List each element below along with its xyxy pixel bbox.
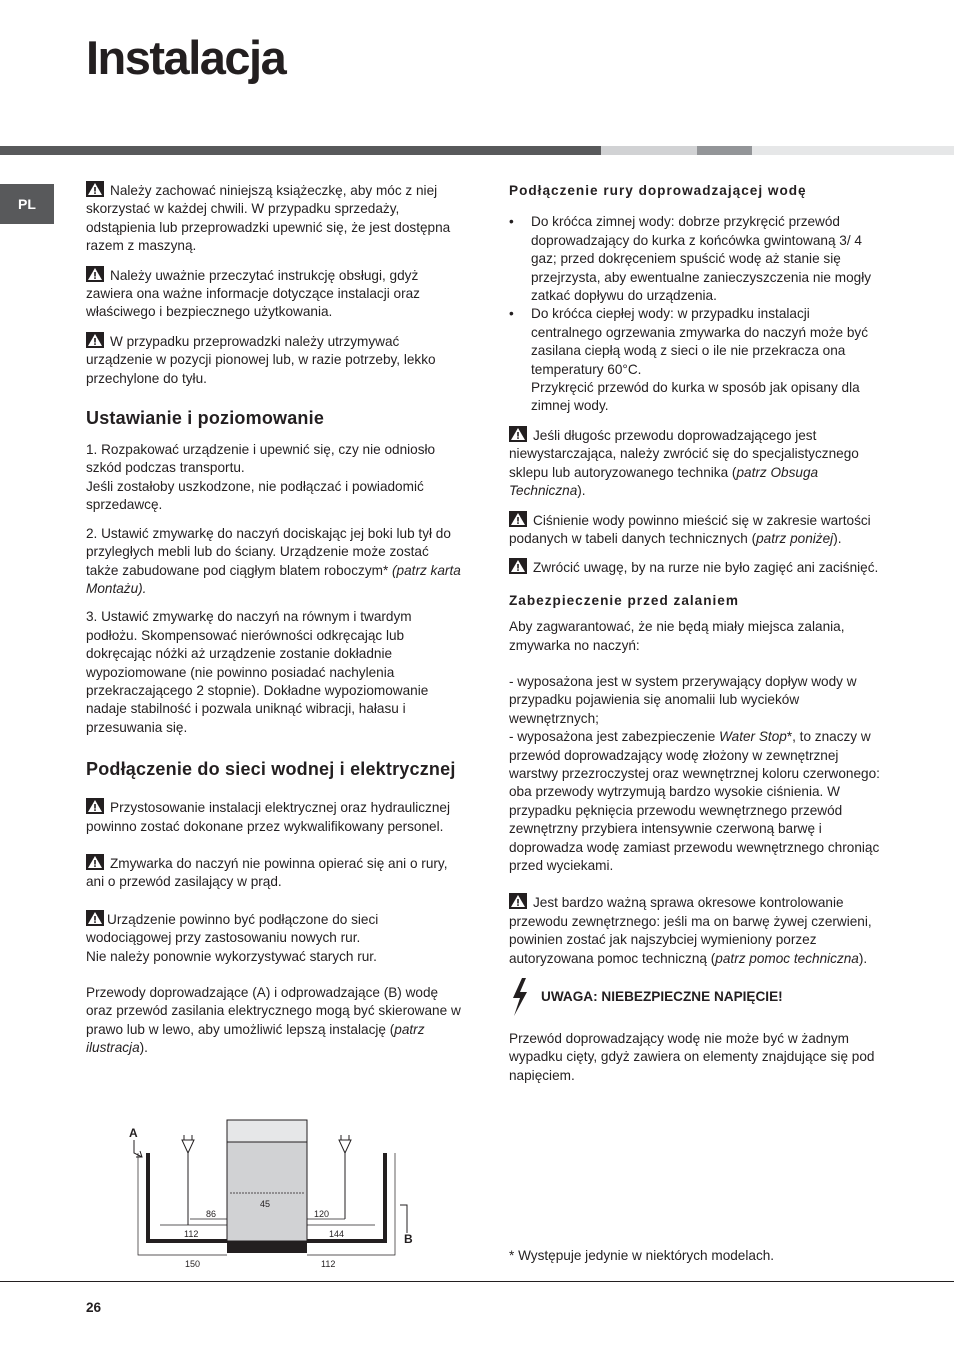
warning-icon [86,798,104,814]
tap-right [339,1135,351,1219]
dimension-label: 112 [184,1229,199,1239]
warning-paragraph: Ciśnienie wody powinno mieścić się w zakresie wartości podanych w tabeli danych technicznych (patrz poniżej). [509,512,871,546]
label-a: A [129,1126,138,1140]
paragraph: Aby zagwarantować, że nie będą miały miejsca zalania, zmywarka no naczyń: [509,619,845,653]
subsection-title-flood: Zabezpieczenie przed zalaniem [509,592,739,608]
list-item: • Do króćca zimnej wody: dobrze przykręcić przewód doprowadzający do kurka z końcówka gwintowaną 3/ 4 gaz; przed dokręceniem spuścić wodę aż stanie się przejrzysta, aby ewentualne zanieczyszczenia nie mogły zatkać dopływu do urządzenia. [509,213,883,305]
right-column [509,182,883,1095]
tap-left [182,1135,194,1225]
warning-icon [509,558,527,574]
warning-paragraph: Należy uważnie przeczytać instrukcję obsługi, gdyż zawiera ona ważne informacje dotyczące instalacji oraz właściwego i bezpiecznego użytkowania. [86,267,420,320]
paragraph: - wyposażona jest w system przerywający dopływ wody w przypadku pojawienia się anomalii lub wycieków wewnętrznych; - wyposażona jest zabezpieczenie Water Stop*, to znaczy w przewód doprowadzający wodę złożony w zewnętrznej warstwy przezroczystej oraz wewnętrznej koloru czerwonego: oba przewody wytrzymują bardzo wysokie ciśnienia. W przypadku pęknięcia przewodu wewnętrznego przewód zewnętrzny przybiera intensywnie czerwoną barwę i doprowadza wodę zamiast przewodu wewnętrznego chroniąc przed wyciekami. [509,673,880,873]
paragraph: 2. Ustawić zmywarkę do naczyń dociskając jej boki lub tył do przyległych mebli lub do ściany. Urządzenie może zostać także zabudowane pod ciągłym blatem roboczym* (patrz karta Montażu). [86,525,461,596]
arrow-b [400,1205,407,1233]
warning-paragraph: Przystosowanie instalacji elektrycznej oraz hydraulicznej powinno zostać dokonane przez wykwalifikowany personel. [86,800,450,834]
footnote: * Występuje jedynie w niektórych modelach. [509,1248,775,1263]
warning-icon [86,266,104,282]
language-tab: PL [0,184,54,224]
warning-icon [86,854,104,870]
section-title-leveling: Ustawianie i poziomowanie [86,408,325,429]
section-title-connection: Podłączenie do sieci wodnej i elektrycznej [86,759,456,780]
dimension-label: 120 [314,1209,330,1219]
paragraph: 1. Rozpakować urządzenie i upewnić się, czy nie odniosło szkód podczas transportu. Jeśli zostałoby uszkodzone, nie podłączać i powiadomić sprzedawcę. [86,442,436,513]
appliance-base [227,1241,307,1253]
installation-diagram [120,1115,440,1275]
appliance-body [227,1142,307,1241]
warning-icon [509,511,527,527]
list-item: • Do króćca ciepłej wody: w przypadku instalacji centralnego ogrzewania zmywarka do naczyń może być zasilana ciepłą wodą z sieci o ile nie przekracza ona temperatury 60°C. Przykręcić przewód do kurka w sposób jak opisany dla zimnej wody. [509,305,883,415]
warning-icon [509,893,527,909]
left-column [86,181,462,1068]
arrow-a [134,1140,142,1157]
page-title: Instalacja [86,31,286,84]
bullet-list [509,213,883,415]
header-bar-light-2 [752,146,954,155]
dimension-label: 150 [185,1259,201,1269]
dimension-label: 86 [206,1209,217,1219]
header-bar-mid [697,146,752,155]
paragraph: Przewód doprowadzający wodę nie może być w żadnym wypadku cięty, gdyż zawiera on elementy znajdujące się pod napięciem. [509,1031,875,1083]
warning-paragraph: Należy zachować niniejszą książeczkę, aby móc z niej skorzystać w każdej chwili. W przypadku sprzedaży, odstąpienia lub przeprowadzki upewnić się, że jest dostępna razem z maszyną. [86,183,451,254]
dimension-label: 45 [260,1199,271,1209]
warning-paragraph: Urządzenie powinno być podłączone do sieci wodociągowej przy zastosowaniu nowych rur. Nie należy ponownie wykorzystywać starych rur. [86,911,379,964]
paragraph: 3. Ustawić zmywarkę do naczyń na równym i twardym podłożu. Skompensować nierówności odkręcając lub dokręcając nóżki aż urządzenie zostanie dokładnie wypoziomowane (nie powinno posiadać nachylenia przekraczającego 2 stopnie). Dokładne wypoziomowanie nadaje stabilność i pozwala uniknąć wibracji, hałasu i przesuwania się. [86,609,429,735]
warning-paragraph: Jeśli długośc przewodu doprowadzającego jest niewystarczająca, należy zwrócić się do specjalistycznego sklepu lub autoryzowanego technika (patrz Obsuga Techniczna). [509,427,859,499]
subsection-title-inlet: Podłączenie rury doprowadzającej wodę [509,183,807,198]
dimension-label: 144 [329,1229,345,1239]
warning-paragraph: W przypadku przeprowadzki należy utrzymywać urządzenie w pozycji pionowej lub, w razie potrzeby, lekko przechylone do tyłu. [86,333,436,386]
appliance-top [227,1120,307,1142]
hose-right [307,1153,385,1241]
footer-divider [0,1281,954,1282]
lightning-icon [509,978,531,1016]
warning-paragraph: Zmywarka do naczyń nie powinna opierać się ani o rury, ani o przewód zasilający w prąd. [86,855,448,890]
warning-paragraph: Zwrócić uwagę, by na rurze nie było zagięć ani zaciśnięć. [509,558,883,577]
warning-icon [86,910,104,926]
danger-notice: UWAGA: NIEBEZPIECZNE NAPIĘCIE! [509,978,883,1016]
page-number: 26 [86,1300,102,1315]
warning-icon [86,181,104,197]
paragraph: Przewody doprowadzające (A) i odprowadzające (B) wodę oraz przewód zasilania elektrycznego mogą być skierowane w prawo lub w lewo, aby umożliwić lepszą instalację (patrz ilustracja). [86,985,461,1056]
dimension-label: 112 [321,1259,336,1269]
label-b: B [404,1232,413,1246]
warning-icon [86,332,104,348]
warning-paragraph: Jest bardzo ważną sprawa okresowe kontrolowanie przewodu zewnętrznego: jeśli ma on barwę żywej czerwieni, powinien zostać jak najszybciej wymieniony porzez autoryzowana pomoc techniczną (patrz pomoc techniczna). [509,895,872,966]
header-bar-light [601,146,697,155]
header-bar-dark [0,146,601,155]
warning-icon [509,426,527,442]
